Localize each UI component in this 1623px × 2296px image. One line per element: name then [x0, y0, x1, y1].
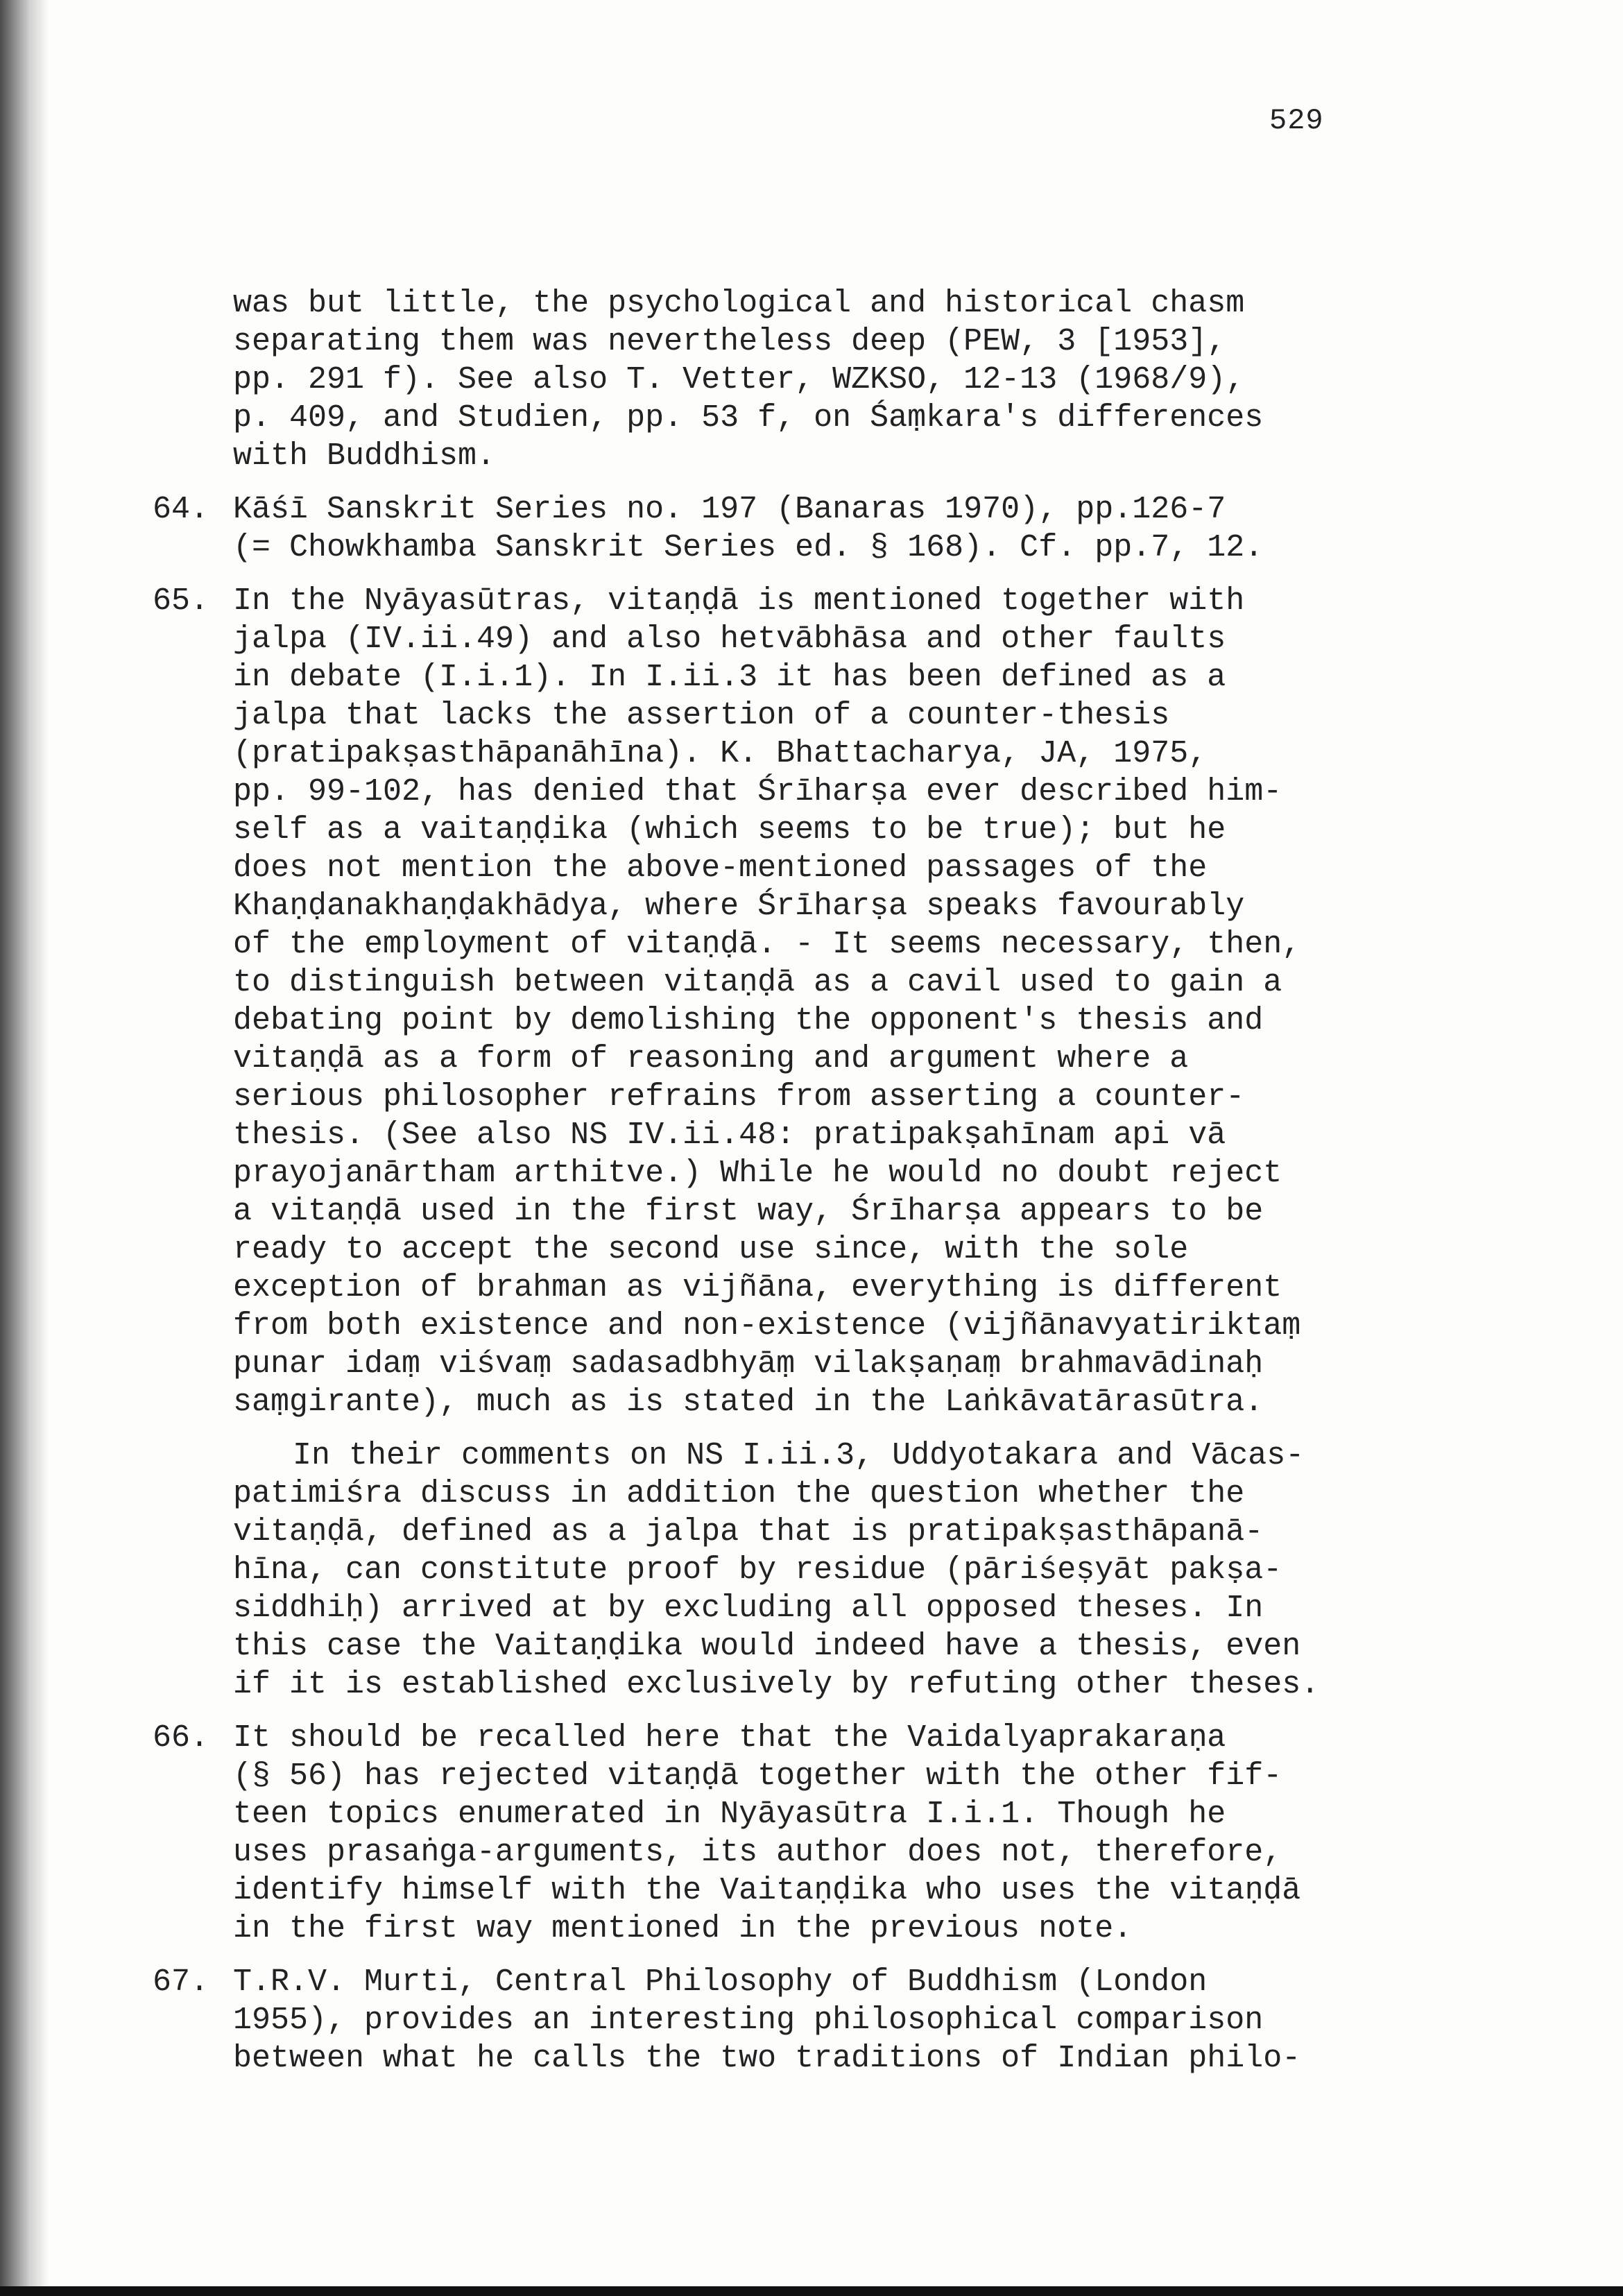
note-line: patimiśra discuss in addition the question whether the	[233, 1476, 1245, 1511]
note-line: uses prasaṅga-arguments, its author does not, therefore,	[233, 1835, 1282, 1870]
note-line: 1955), provides an interesting philosophical comparison	[233, 2003, 1264, 2038]
note-line: p. 409, and Studien, pp. 53 f, on Śaṃkara's differences	[233, 400, 1264, 436]
endnotes	[153, 284, 1346, 2077]
note-line: does not mention the above-mentioned passages of the	[233, 850, 1208, 886]
note-line: to distinguish between vitaṇḍā as a cavil used to gain a	[233, 965, 1282, 1000]
scan-edge-shadow	[0, 0, 49, 2296]
note-64	[153, 490, 1346, 567]
bottom-rule	[0, 2286, 1623, 2296]
note-line: (§ 56) has rejected vitaṇḍā together with the other fif-	[233, 1758, 1282, 1794]
continued-note	[153, 284, 1346, 475]
note-line: in debate (I.i.1). In I.ii.3 it has been defined as a	[233, 660, 1226, 695]
note-line: exception of brahman as vijñāna, everything is different	[233, 1270, 1282, 1305]
note-line: in the first way mentioned in the previous note.	[233, 1911, 1133, 1946]
note-line: with Buddhism.	[233, 438, 496, 474]
note-line: vitaṇḍā as a form of reasoning and argument where a	[233, 1041, 1189, 1077]
note-line: serious philosopher refrains from asserting a counter-	[233, 1079, 1245, 1115]
note-line: vitaṇḍā, defined as a jalpa that is pratipakṣasthāpanā-	[233, 1514, 1264, 1550]
note-line: ready to accept the second use since, with the sole	[233, 1232, 1189, 1267]
note-line: saṃgirante), much as is stated in the Laṅkāvatārasūtra.	[233, 1385, 1264, 1420]
note-line: siddhiḥ) arrived at by excluding all opposed theses. In	[233, 1591, 1264, 1626]
note-line: identify himself with the Vaitaṇḍika who uses the vitaṇḍā	[233, 1873, 1301, 1908]
page-number: 529	[1269, 104, 1324, 137]
note-line: hīna, can constitute proof by residue (pāriśeṣyāt pakṣa-	[233, 1552, 1282, 1588]
note-number: 67.	[153, 1964, 209, 2000]
note-66	[153, 1719, 1346, 1948]
note-line: (= Chowkhamba Sanskrit Series ed. § 168). Cf. pp.7, 12.	[233, 530, 1264, 565]
note-line: T.R.V. Murti, Central Philosophy of Buddhism (London	[233, 1964, 1208, 2000]
note-line: pp. 291 f). See also T. Vetter, WZKSO, 12-13 (1968/9),	[233, 362, 1245, 397]
note-line: jalpa (IV.ii.49) and also hetvābhāsa and other faults	[233, 622, 1226, 657]
note-line: of the employment of vitaṇḍā. - It seems necessary, then,	[233, 927, 1301, 962]
note-line: Kāśī Sanskrit Series no. 197 (Banaras 1970), pp.126-7	[233, 492, 1226, 527]
note-67	[153, 1963, 1346, 2077]
note-line: pp. 99-102, has denied that Śrīharṣa ever described him-	[233, 774, 1282, 809]
note-line: In their comments on NS I.ii.3, Uddyotakara and Vācas-	[293, 1438, 1305, 1473]
note-line: (pratipakṣasthāpanāhīna). K. Bhattacharya, JA, 1975,	[233, 736, 1208, 771]
note-line: teen topics enumerated in Nyāyasūtra I.i.1. Though he	[233, 1797, 1226, 1832]
note-line: In the Nyāyasūtras, vitaṇḍā is mentioned together with	[233, 583, 1245, 619]
note-line: if it is established exclusively by refuting other theses.	[233, 1667, 1320, 1702]
note-line: between what he calls the two traditions of Indian philo-	[233, 2041, 1301, 2076]
note-line: It should be recalled here that the Vaidalyaprakaraṇa	[233, 1720, 1226, 1756]
note-line: from both existence and non-existence (vijñānavyatiriktaṃ	[233, 1308, 1301, 1344]
note-line: punar idaṃ viśvaṃ sadasadbhyāṃ vilakṣaṇaṃ brahmavādinaḥ	[233, 1346, 1264, 1382]
note-line: debating point by demolishing the opponent's thesis and	[233, 1003, 1264, 1038]
note-number: 65.	[153, 583, 209, 619]
note-line: was but little, the psychological and historical chasm	[233, 286, 1245, 321]
note-number: 64.	[153, 492, 209, 527]
note-line: jalpa that lacks the assertion of a counter-thesis	[233, 698, 1170, 733]
note-number: 66.	[153, 1720, 209, 1756]
note-line: a vitaṇḍā used in the first way, Śrīharṣa appears to be	[233, 1194, 1264, 1229]
note-line: self as a vaitaṇḍika (which seems to be true); but he	[233, 812, 1226, 848]
note-line: thesis. (See also NS IV.ii.48: pratipakṣahīnam api vā	[233, 1117, 1226, 1153]
note-line: Khaṇḍanakhaṇḍakhādya, where Śrīharṣa speaks favourably	[233, 889, 1245, 924]
note-65	[153, 582, 1346, 1704]
note-line: this case the Vaitaṇḍika would indeed have a thesis, even	[233, 1629, 1301, 1664]
note-line: prayojanārtham arthitve.) While he would no doubt reject	[233, 1156, 1282, 1191]
note-line: separating them was nevertheless deep (PEW, 3 [1953],	[233, 324, 1226, 359]
